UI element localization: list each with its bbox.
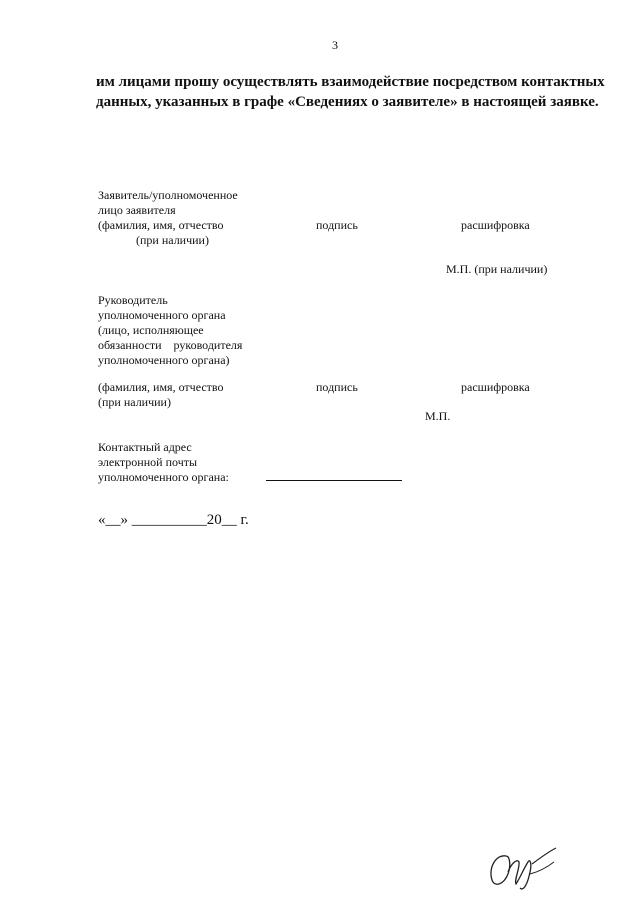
handwritten-signature — [484, 838, 564, 894]
head-signature-label: подпись — [316, 380, 358, 394]
head-line-1: Руководитель — [98, 293, 168, 307]
head-line-2: уполномоченного органа — [98, 308, 226, 322]
head-fio-line-1: (фамилия, имя, отчество — [98, 380, 224, 394]
intro-paragraph — [96, 72, 605, 112]
contact-line-3: уполномоченного органа: — [98, 470, 229, 484]
head-fio-line-2: (при наличии) — [98, 395, 171, 409]
contact-email-blank-line — [266, 480, 402, 481]
intro-line-1: им лицами прошу осуществлять взаимодействие посредством контактных — [96, 74, 605, 90]
applicant-line-3: (фамилия, имя, отчество — [98, 218, 224, 232]
intro-line-2: данных, указанных в графе «Сведениях о заявителе» в настоящей заявке. — [96, 94, 599, 110]
applicant-signature-label: подпись — [316, 218, 358, 232]
applicant-decoding-label: расшифровка — [461, 218, 530, 232]
applicant-line-2: лицо заявителя — [98, 203, 176, 217]
head-line-4: обязанности руководителя — [98, 338, 243, 352]
applicant-seal-label: М.П. (при наличии) — [446, 262, 548, 276]
head-label — [98, 293, 242, 368]
head-line-3: (лицо, исполняющее — [98, 323, 204, 337]
contact-label — [98, 440, 229, 485]
applicant-label — [98, 188, 238, 248]
head-fio-label — [98, 380, 223, 410]
contact-line-1: Контактный адрес — [98, 440, 192, 454]
head-seal-label: М.П. — [425, 409, 451, 423]
contact-line-2: электронной почты — [98, 455, 198, 469]
date-line: «__» __________20__ г. — [98, 512, 249, 528]
head-line-5: уполномоченного органа) — [98, 353, 230, 367]
applicant-line-1: Заявитель/уполномоченное — [98, 188, 238, 202]
applicant-line-4: (при наличии) — [136, 233, 209, 247]
head-decoding-label: расшифровка — [461, 380, 530, 394]
page-number: 3 — [332, 38, 338, 52]
